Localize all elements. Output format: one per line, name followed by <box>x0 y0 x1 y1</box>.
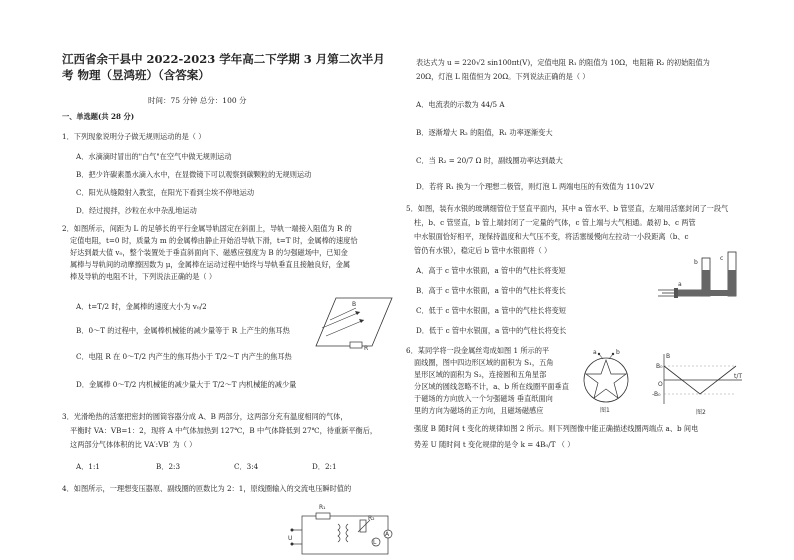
q4-right-line2: 20Ω，灯泡 L 阻值恒为 20Ω。下列说法正确的是（ ） <box>416 72 590 81</box>
q2-line1: 2．如图所示，间距为 L 的足够长的平行金属导轨固定在斜面上，导轨一端接入阻值为 R 的 <box>62 224 352 233</box>
q1-option-d: D．经过搅拌，沙粒在水中杂乱地运动 <box>76 206 197 215</box>
q5-label-a: a <box>678 281 682 288</box>
exam-meta: 时间：75 分钟 总分：100 分 <box>148 96 247 105</box>
q6-label-neg-b0: -B₀ <box>652 391 661 398</box>
q4-option-a: A．电流表的示数为 44/5 A <box>416 100 505 109</box>
q5-label-c: c <box>720 255 724 262</box>
q4-label-r1: R₁ <box>319 504 326 511</box>
q3-option-b: B．2:3 <box>156 462 181 471</box>
q1-option-a: A．水滴滴时冒出的"白气"在空气中做无规则运动 <box>76 152 232 161</box>
q2-label-b: B <box>352 301 357 308</box>
q5-line1: 5．如图，装有水银的玻璃细管位于竖直平面内，其中 a 管水平、b 管竖直，左端用活塞封闭了一段气 <box>406 204 729 213</box>
q1-stem: 1．下列现象说明分子做无规则运动的是（ ） <box>62 132 206 141</box>
exam-title-line1: 江西省余干县中 2022-2023 学年高二下学期 3 月第二次半月 <box>62 52 385 66</box>
q5-tube-figure <box>658 252 742 302</box>
q3-line3: 这两部分气体体积的比 VA′:VB′ 为（ ） <box>70 440 197 449</box>
q6-label-a: a <box>593 349 597 356</box>
q6-star-coil-figure <box>576 350 638 412</box>
q5-option-a: A．高于 c 管中水银面，a 管中的气柱长将变短 <box>416 266 566 275</box>
q6-axis-t: t/T <box>734 373 743 380</box>
q4-line1: 4．如图所示，一理想变压器原、副线圈的匝数比为 2：1，原线圈输入的交流电压瞬时值的 <box>62 484 352 493</box>
q3-option-d: D．2:1 <box>312 462 337 471</box>
q6-line6: 里的方向为磁场的正方向，且磁场磁感应 <box>414 406 544 415</box>
section-heading: 一、单选题(共 28 分) <box>62 112 135 121</box>
q4-option-d: D．若将 R₁ 换为一个理想二极管，则灯泡 L 两端电压的有效值为 110√2V <box>416 182 655 191</box>
q6-label-b0: B₀ <box>656 363 663 370</box>
q3-option-c: C．3:4 <box>234 462 259 471</box>
q6-label-b: b <box>616 349 620 356</box>
q3-line2: 平衡时 VA：VB=1：2，现将 A 中气体加热到 127℃，B 中气体降低到 27℃，待重新平衡后， <box>70 426 378 435</box>
q1-option-b: B．把少许碳素墨水滴入水中，在显微镜下可以观察到碳颗粒的无规则运动 <box>76 170 312 179</box>
q3-line1: 3．光滑绝热的活塞把密封的圆筒容器分成 A、B 两部分，这两部分充有温度相同的气体， <box>62 412 348 421</box>
q6-line4: 分区域的圆线忽略不计，a、b 所在线圈平面垂直 <box>414 382 569 391</box>
q5-line3: 中水银面恰好相平，现保持温度和大气压不变，将活塞缓慢向左拉动一小段距离（b、c <box>414 232 689 241</box>
q4-right-line1: 表达式为 u = 220√2 sin100πt(V)，定值电阻 R₁ 的阻值为 10Ω，电阻箱 R₂ 的初始阻值为 <box>416 58 710 67</box>
q1-option-c: C．阳光从缝隙射入教室，在阳光下看到尘埃不停地运动 <box>76 188 255 197</box>
q6-line5: 于磁场的方向放入一个匀强磁场 垂直纸面向 <box>414 394 553 403</box>
q2-line2: 定值电阻，t=0 时，质量为 m 的金属棒由静止开始沿导轨下滑，t=T 时，金属棒的速度恰 <box>70 236 358 245</box>
q6-b-t-graph <box>652 352 746 416</box>
q6-line8: 势差 U 随时间 t 变化规律的是令 k = 4B₀/T （ ） <box>414 440 575 449</box>
q5-line2: 柱，b、c 管竖直，b 管上端封闭了一定量的气体，c 管上端与大气相通。最初 b、c 两管 <box>414 218 696 227</box>
q2-line4: 属棒与导轨间的动摩擦因数为 μ，金属棒在运动过程中始终与导轨垂直且接触良好，金属 <box>70 260 351 269</box>
q6-axis-b: B <box>666 353 671 360</box>
q4-option-c: C．当 R₂ = 20/7 Ω 时，副线圈功率达到最大 <box>416 156 563 165</box>
q3-option-a: A．1:1 <box>76 462 100 471</box>
q6-label-fig1: 图1 <box>600 407 610 414</box>
q2-option-d: D．金属棒 0～T/2 内机械能的减少量大于 T/2～T 内机械能的减少量 <box>76 380 297 389</box>
q4-option-b: B．逐渐增大 R₂ 的阻值，R₁ 功率逐渐变大 <box>416 128 553 137</box>
q6-line7: 强度 B 随时间 t 变化的规律如图 2 所示。则下列图像中能正确描述线圈两端点 a、b 间电 <box>414 424 699 433</box>
q4-label-r2: R₂ <box>368 515 375 522</box>
q2-line3: 好达到最大值 v₀，整个装置处于垂直斜面向下、磁感应强度为 B 的匀强磁场中，已知金 <box>70 248 348 257</box>
q6-line2: 面线圈，图中四边形区域的面积为 S₁，五角 <box>414 358 554 367</box>
exam-title-line2: 考 物理（昱鸿班）（含答案） <box>62 68 210 82</box>
q5-option-c: C．低于 c 管中水银面，a 管中的气柱长将变短 <box>416 306 567 315</box>
q2-option-b: B．0～T 的过程中，金属棒机械能的减少量等于 R 上产生的焦耳热 <box>76 326 290 335</box>
q5-line4: 管仍有水银），稳定后 b 管中水银面将（ ） <box>414 246 552 255</box>
q6-line3: 星形区域的面积为 S₂，连接圆和五角星部 <box>414 370 547 379</box>
q2-incline-figure <box>312 290 394 350</box>
q6-label-fig2: 图2 <box>696 409 706 416</box>
q2-label-r: R <box>364 345 369 352</box>
q2-option-c: C．电阻 R 在 0～T/2 内产生的焦耳热小于 T/2～T 内产生的焦耳热 <box>76 352 292 361</box>
q2-option-a: A．t=T/2 时，金属棒的速度大小为 v₀/2 <box>76 302 207 311</box>
q5-option-b: B．高于 c 管中水银面，a 管中的气柱长将变长 <box>416 286 566 295</box>
q2-line5: 棒及导轨的电阻不计，下列说法正确的是（ ） <box>70 272 217 281</box>
q6-label-origin: O <box>658 381 663 388</box>
q5-label-b: b <box>694 259 698 266</box>
q4-label-u: U <box>288 535 293 542</box>
q5-option-d: D．低于 c 管中水银面，a 管中的气柱长将变长 <box>416 326 567 335</box>
q4-transformer-figure <box>288 504 400 556</box>
q4-label-a: A <box>385 531 390 538</box>
q6-line1: 6．某同学将一段金属丝弯成如图 1 所示的平 <box>406 346 550 355</box>
q4-label-l: L <box>373 539 377 546</box>
